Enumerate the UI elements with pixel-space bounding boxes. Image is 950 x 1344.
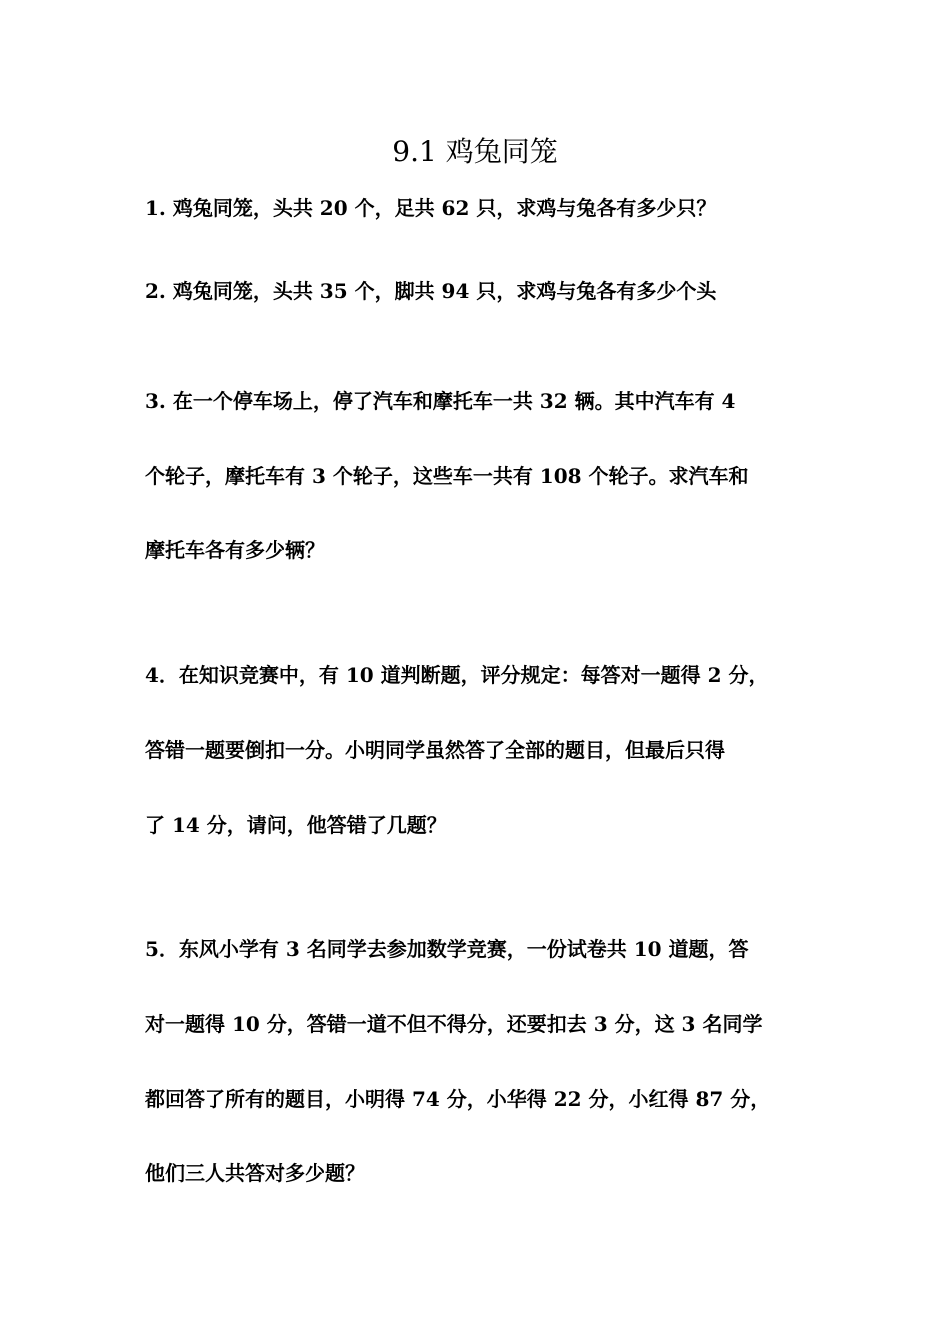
problem-5-line-2: 对一题得 10 分，答错一道不但不得分，还要扣去 3 分，这 3 名同学 <box>145 1012 763 1036</box>
problem-2-line-1: 2. 鸡兔同笼，头共 35 个，脚共 94 只，求鸡与兔各有多少个头 <box>145 279 717 303</box>
problem-1-line-1: 1. 鸡兔同笼，头共 20 个，足共 62 只，求鸡与兔各有多少只？ <box>145 196 717 220</box>
problem-5-line-3: 都回答了所有的题目，小明得 74 分，小华得 22 分，小红得 87 分， <box>145 1087 771 1111</box>
problem-3-line-3: 摩托车各有多少辆？ <box>145 538 325 562</box>
problem-5-line-4: 他们三人共答对多少题？ <box>145 1161 365 1185</box>
problem-4-line-3: 了 14 分，请问，他答错了几题？ <box>145 813 447 837</box>
problem-3-line-1: 3. 在一个停车场上，停了汽车和摩托车一共 32 辆。其中汽车有 4 <box>145 389 736 413</box>
problem-4-line-1: 4．在知识竞赛中，有 10 道判断题，评分规定：每答对一题得 2 分， <box>145 663 769 687</box>
page-title: 9.1 鸡兔同笼 <box>392 135 558 168</box>
problem-5-line-1: 5．东风小学有 3 名同学去参加数学竞赛，一份试卷共 10 道题，答 <box>145 937 749 961</box>
problem-3-line-2: 个轮子，摩托车有 3 个轮子，这些车一共有 108 个轮子。求汽车和 <box>145 464 749 488</box>
problem-4-line-2: 答错一题要倒扣一分。小明同学虽然答了全部的题目，但最后只得 <box>145 738 725 762</box>
